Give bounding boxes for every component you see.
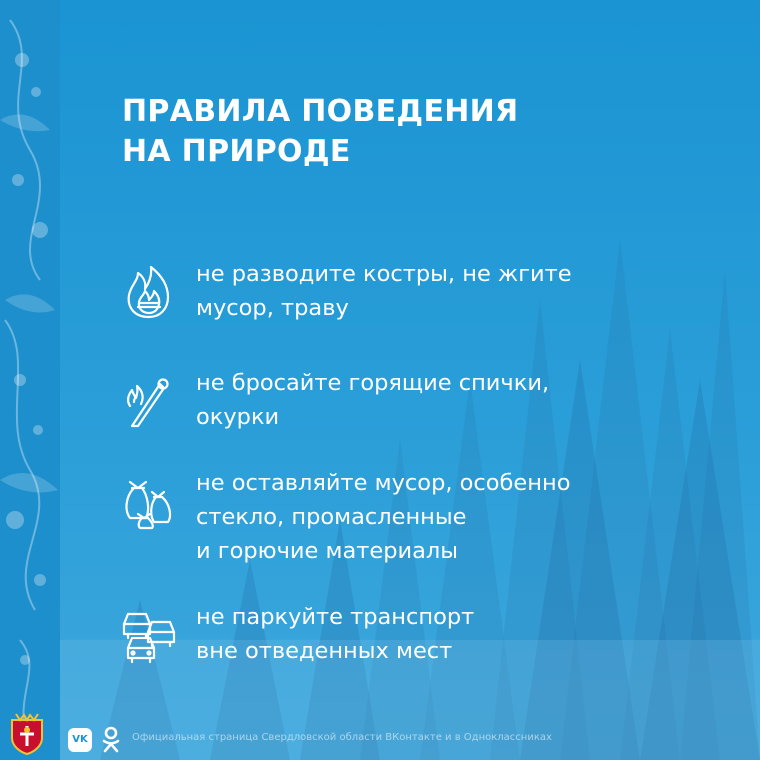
rule-line: стекло, промасленные [196, 504, 467, 530]
rule-line: вне отведенных мест [196, 638, 453, 664]
odnoklassniki-logo-icon[interactable] [101, 726, 121, 754]
rule-line: мусор, траву [196, 295, 349, 321]
footer [0, 706, 760, 760]
rule-text [196, 466, 666, 568]
rule-line: не паркуйте транспорт [196, 604, 475, 630]
garbage-bags-icon [118, 470, 180, 532]
rule-line: не разводите костры, не жгите [196, 261, 572, 287]
rule-line: окурки [196, 404, 280, 430]
rule-no-litter [118, 466, 678, 586]
rule-line: и горючие материалы [196, 538, 459, 564]
coat-of-arms-icon [6, 712, 48, 756]
page-title [122, 92, 518, 172]
title-line-2: НА ПРИРОДЕ [122, 134, 351, 169]
rule-text [196, 366, 666, 434]
rule-no-fires [118, 257, 678, 377]
rule-line: не бросайте горящие спички, [196, 370, 550, 396]
vk-logo-icon[interactable]: VK [68, 728, 92, 752]
rule-text [196, 257, 666, 325]
fire-icon [118, 261, 180, 323]
rule-no-parking [118, 600, 678, 720]
rule-line: не оставляйте мусор, особенно [196, 470, 571, 496]
rule-text [196, 600, 666, 668]
parked-cars-icon [118, 604, 180, 666]
background-ornament [0, 0, 60, 760]
footer-caption: Официальная страница Свердловской области ВКонтакте и в Одноклассниках [132, 732, 552, 743]
burning-match-icon [118, 370, 180, 432]
title-line-1: ПРАВИЛА ПОВЕДЕНИЯ [122, 94, 519, 129]
